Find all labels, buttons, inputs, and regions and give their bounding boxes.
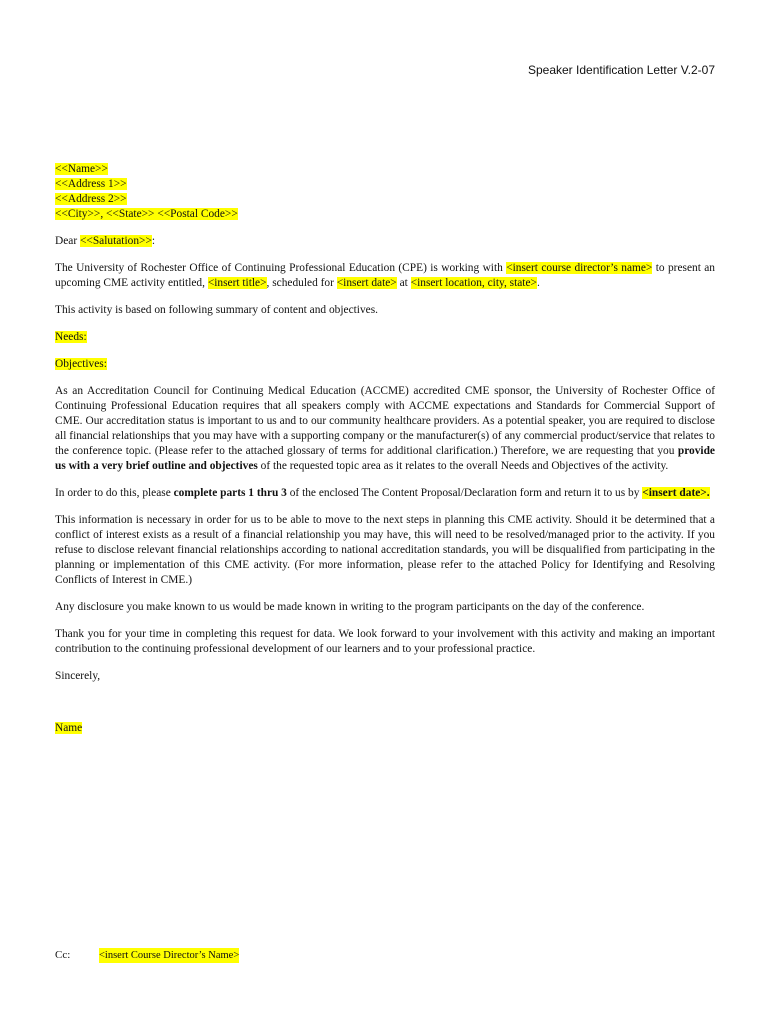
signature-name: Name	[55, 722, 83, 734]
closing-line: Sincerely,	[55, 670, 101, 682]
cc-line	[55, 948, 240, 963]
cc-course-director: <insert Course Director’s Name>	[99, 950, 240, 961]
location-placeholder: <insert location, city, state>	[410, 277, 537, 289]
intro-paragraph: The University of Rochester Office of Continuing Professional Education (CPE) is working with <insert course director’s name> to present an upcoming CME activity entitled, <insert title>, scheduled for <insert date> at <insert location, city, state>.	[55, 262, 716, 289]
objectives-label: Objectives:	[55, 358, 107, 370]
return-date-placeholder: <insert date>	[642, 487, 707, 499]
recipient-name: <<Name>>	[55, 163, 108, 175]
recipient-address-block	[55, 162, 715, 222]
date-placeholder: <insert date>	[336, 277, 397, 289]
needs-label: Needs:	[55, 331, 87, 343]
course-director-placeholder: <insert course director’s name>	[506, 262, 653, 274]
objectives-line	[55, 357, 715, 372]
recipient-address-2: <<Address 2>>	[55, 193, 127, 205]
order-paragraph: In order to do this, please complete parts 1 thru 3 of the enclosed The Content Proposal/Declaration form and return it to us by <insert date>.	[55, 487, 710, 499]
needs-line	[55, 330, 715, 345]
cc-label: Cc:	[55, 949, 71, 961]
outline-request-emphasis: provide us with a very brief outline and objectives	[55, 445, 715, 472]
document-header: Speaker Identification Letter V.2-07	[527, 63, 715, 77]
signature-line	[55, 721, 715, 736]
recipient-city-state-postal: <<City>>, <<State>> <<Postal Code>>	[55, 208, 238, 220]
salutation-placeholder: <<Salutation>>	[79, 235, 152, 247]
disclosure-paragraph: Any disclosure you make known to us would be made known in writing to the program participants on the day of the conference.	[55, 601, 645, 613]
accme-paragraph: As an Accreditation Council for Continuing Medical Education (ACCME) accredited CME sponsor, the University of Rochester Office of Continuing Professional Education requires that all speakers comply with ACCME expectations and Standards for Commercial Support of CME. Our accreditation status is important to us and to our community healthcare providers. As a potential speaker, you are required to disclose all financial relationships that you may have with a supporting company or the manufacturer(s) of any commercial product/service that relates to the conference topic. (Please refer to the attached glossary of terms for additional clarification.) Therefore, we are requesting that you provide us with a very brief outline and objectives of the requested topic area as it relates to the overall Needs and Objectives of the activity.	[55, 385, 715, 472]
information-paragraph: This information is necessary in order for us to be able to move to the next steps in planning this CME activity. Should it be determined that a conflict of interest exists as a result of a financial relationship you may have, this will need to be resolved/managed prior to the activity. If you refuse to disclose relevant financial relationships according to national accreditation standards, you will be disqualified from participating in the planning or implementation of this CME activity. (For more information, please refer to the attached Policy for Identifying and Resolving Conflicts of Interest in CME.)	[55, 514, 715, 586]
salutation-line: Dear <<Salutation>>:	[55, 235, 156, 247]
thanks-paragraph: Thank you for your time in completing this request for data. We look forward to your involvement with this activity and making an important contribution to the continuing professional development of our learners and to your professional practice.	[55, 628, 715, 655]
title-placeholder: <insert title>	[207, 277, 267, 289]
summary-paragraph: This activity is based on following summary of content and objectives.	[55, 304, 378, 316]
recipient-address-1: <<Address 1>>	[55, 178, 127, 190]
parts-emphasis: complete parts 1 thru 3	[173, 487, 287, 499]
letter-body	[55, 162, 715, 748]
